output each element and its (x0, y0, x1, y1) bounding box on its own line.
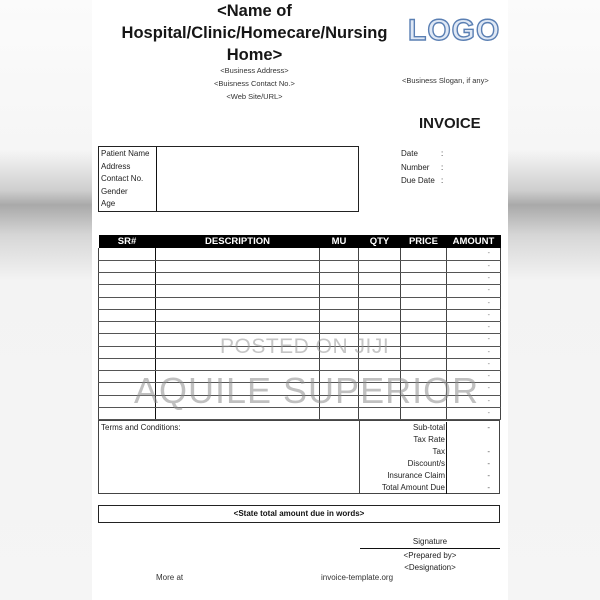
sr-cell[interactable] (99, 285, 156, 297)
qty-cell[interactable] (359, 309, 401, 321)
mu-cell[interactable] (320, 309, 359, 321)
patient-contact-label: Contact No. (101, 174, 144, 183)
col-header-description: DESCRIPTION (156, 235, 320, 248)
meta-number (401, 161, 443, 175)
designation: <Designation> (404, 563, 456, 572)
price-cell[interactable] (401, 273, 447, 285)
meta-date (401, 147, 443, 161)
mu-cell[interactable] (320, 260, 359, 272)
invoice-title: INVOICE (419, 115, 481, 132)
amount-cell[interactable]: - (447, 248, 501, 260)
title-line-2: Hospital/Clinic/Homecare/Nursing (121, 24, 388, 42)
amount-cell[interactable]: - (447, 358, 501, 370)
meta-due-date (401, 174, 443, 188)
business-address: <Business Address> (220, 66, 289, 75)
blurred-background-right (508, 0, 600, 600)
title-line-1: <Name of (217, 2, 292, 20)
prepared-by: <Prepared by> (403, 551, 457, 560)
amount-cell[interactable]: - (447, 334, 501, 346)
amount-cell[interactable]: - (447, 285, 501, 297)
qty-cell[interactable] (359, 260, 401, 272)
amount-cell[interactable]: - (447, 383, 501, 395)
items-header-row (99, 235, 501, 248)
amount-cell[interactable]: - (447, 346, 501, 358)
mu-cell[interactable] (320, 358, 359, 370)
sr-cell[interactable] (99, 322, 156, 334)
meta-number-sep: : (441, 162, 444, 172)
sr-cell[interactable] (99, 334, 156, 346)
patient-labels (99, 147, 157, 211)
description-cell[interactable] (156, 297, 320, 309)
amount-cell[interactable]: - (447, 297, 501, 309)
meta-number-label: Number (401, 162, 430, 172)
price-cell[interactable] (401, 248, 447, 260)
table-row (99, 285, 501, 297)
tax-label: Tax (432, 447, 445, 456)
discount-label: Discount/s (407, 459, 445, 468)
description-cell[interactable] (156, 309, 320, 321)
col-header-amount: AMOUNT (447, 235, 501, 248)
watermark-posted-on-jiji: POSTED ON JIJI (220, 335, 390, 358)
invoice-page (92, 0, 508, 600)
amount-cell[interactable]: - (447, 309, 501, 321)
business-contact: <Buisness Contact No.> (214, 79, 295, 88)
sr-cell[interactable] (99, 358, 156, 370)
mu-cell[interactable] (320, 273, 359, 285)
price-cell[interactable] (401, 358, 447, 370)
mu-cell[interactable] (320, 322, 359, 334)
terms-label: Terms and Conditions: (101, 423, 181, 432)
title-line-3: Home> (226, 46, 283, 64)
amount-cell[interactable]: - (447, 407, 501, 419)
meta-date-label: Date (401, 149, 418, 158)
invoice-meta (401, 147, 443, 188)
table-row (99, 260, 501, 272)
summary-labels (360, 422, 447, 494)
price-cell[interactable] (401, 297, 447, 309)
sr-cell[interactable] (99, 248, 156, 260)
footer-url[interactable]: invoice-template.org (321, 573, 394, 582)
qty-cell[interactable] (359, 322, 401, 334)
amount-cell[interactable]: - (447, 260, 501, 272)
business-details (92, 64, 417, 103)
description-cell[interactable] (156, 358, 320, 370)
meta-date-sep: : (441, 149, 444, 158)
col-header-qty: QTY (359, 235, 401, 248)
price-cell[interactable] (401, 309, 447, 321)
mu-cell[interactable] (320, 285, 359, 297)
qty-cell[interactable] (359, 248, 401, 260)
signature-label: Signature (412, 537, 448, 546)
description-cell[interactable] (156, 285, 320, 297)
description-cell[interactable] (156, 248, 320, 260)
logo: LOGO (408, 14, 501, 47)
qty-cell[interactable] (359, 297, 401, 309)
table-row (99, 297, 501, 309)
blurred-background-left (0, 0, 92, 600)
patient-info-box (98, 146, 359, 212)
qty-cell[interactable] (359, 285, 401, 297)
amount-cell[interactable]: - (447, 322, 501, 334)
price-cell[interactable] (401, 260, 447, 272)
patient-age-label: Age (101, 199, 116, 208)
tax-value: - (487, 447, 490, 456)
qty-cell[interactable] (359, 273, 401, 285)
subtotal-value: - (487, 423, 490, 432)
business-slogan: <Business Slogan, if any> (402, 76, 489, 85)
sr-cell[interactable] (99, 346, 156, 358)
sr-cell[interactable] (99, 273, 156, 285)
summary-box (98, 420, 500, 494)
patient-name-label: Patient Name (101, 149, 150, 158)
col-header-price: PRICE (401, 235, 447, 248)
amount-cell[interactable]: - (447, 371, 501, 383)
patient-gender-label: Gender (101, 186, 128, 196)
col-header-sr: SR# (99, 235, 156, 248)
discount-value: - (487, 459, 490, 468)
table-row (99, 322, 501, 334)
footer-more-at: More at (156, 573, 184, 582)
price-cell[interactable] (401, 346, 447, 358)
business-website: <Web Site/URL> (226, 92, 283, 101)
table-row (99, 358, 501, 370)
mu-cell[interactable] (320, 297, 359, 309)
table-row (99, 273, 501, 285)
qty-cell[interactable] (359, 358, 401, 370)
sr-cell[interactable] (99, 309, 156, 321)
insurance-claim-value: - (487, 471, 490, 480)
tax-rate-value (448, 434, 490, 446)
sr-cell[interactable] (99, 297, 156, 309)
patient-address-label: Address (101, 161, 131, 171)
hospital-name-heading (92, 0, 417, 66)
total-due-value: - (487, 483, 490, 492)
amount-in-words-box: <State total amount due in words> (98, 505, 500, 523)
price-cell[interactable] (401, 285, 447, 297)
description-cell[interactable] (156, 260, 320, 272)
description-cell[interactable] (156, 273, 320, 285)
col-header-mu: MU (320, 235, 359, 248)
signature-line (360, 548, 500, 549)
meta-due-date-label: Due Date (401, 176, 435, 185)
amount-cell[interactable]: - (447, 273, 501, 285)
insurance-claim-label: Insurance Claim (387, 471, 445, 480)
sr-cell[interactable] (99, 260, 156, 272)
tax-rate-label: Tax Rate (413, 435, 445, 444)
total-due-label: Total Amount Due (381, 483, 445, 492)
summary-values (448, 422, 490, 494)
table-row (99, 309, 501, 321)
table-row (99, 248, 501, 260)
subtotal-label: Sub-total (412, 423, 445, 432)
mu-cell[interactable] (320, 248, 359, 260)
description-cell[interactable] (156, 322, 320, 334)
amount-cell[interactable]: - (447, 395, 501, 407)
signature-area (360, 536, 500, 574)
meta-due-date-sep: : (441, 176, 444, 185)
price-cell[interactable] (401, 334, 447, 346)
price-cell[interactable] (401, 322, 447, 334)
watermark-aquile-superior: AQUILE SUPERIOR (134, 370, 480, 411)
